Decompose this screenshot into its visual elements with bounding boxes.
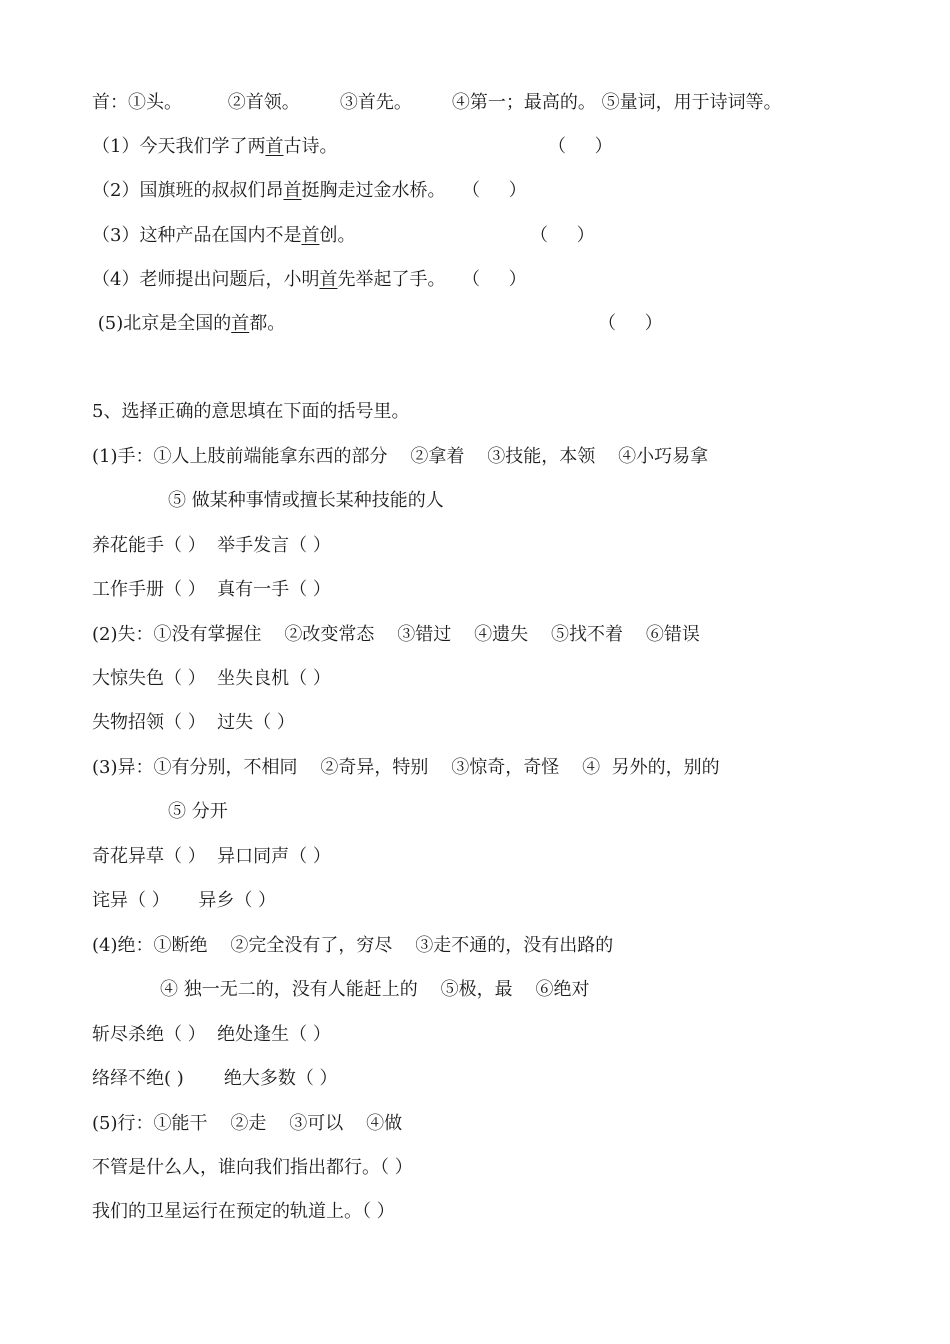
- definition-line: (3)异：①有分别，不相同 ②奇异，特别 ③惊奇，奇怪 ④ 另外的，别的: [92, 757, 720, 778]
- exercise-line: 失物招领（ ） 过失（ ）: [92, 712, 295, 733]
- definition-line: (1)手：①人上肢前端能拿东西的部分 ②拿着 ③技能，本领 ④小巧易拿: [92, 446, 709, 467]
- exercise-line: 工作手册（ ） 真有一手（ ）: [92, 579, 331, 600]
- answer-paren[interactable]: （ ）: [462, 180, 527, 201]
- definition-line: (2)失：①没有掌握住 ②改变常态 ③错过 ④遗失 ⑤找不着 ⑥错误: [92, 624, 700, 645]
- exercise-line: 诧异（ ） 异乡（ ）: [92, 890, 277, 911]
- answer-paren[interactable]: （ ）: [598, 313, 663, 334]
- q5-title: 5、选择正确的意思填在下面的括号里。: [92, 401, 410, 422]
- definition-line: (5)行：①能干 ②走 ③可以 ④做: [92, 1113, 403, 1134]
- shou-item-5: (5)北京是全国的首都。: [92, 313, 286, 334]
- answer-paren[interactable]: （ ）: [548, 136, 613, 157]
- definition-line: ⑤ 做某种事情或擅长某种技能的人: [168, 490, 444, 511]
- exercise-line: 奇花异草（ ） 异口同声（ ）: [92, 846, 331, 867]
- exercise-line: 不管是什么人，谁向我们指出都行。（ ）: [92, 1157, 413, 1178]
- exercise-line: 我们的卫星运行在预定的轨道上。（ ）: [92, 1201, 395, 1222]
- exercise-line: 大惊失色（ ） 坐失良机（ ）: [92, 668, 331, 689]
- definition-line: ⑤ 分开: [168, 801, 228, 822]
- exercise-line: 养花能手（ ） 举手发言（ ）: [92, 535, 331, 556]
- answer-paren[interactable]: （ ）: [462, 269, 527, 290]
- answer-paren[interactable]: （ ）: [530, 225, 595, 246]
- shou-item-3: （3）这种产品在国内不是首创。: [92, 225, 356, 246]
- shou-item-4: （4）老师提出问题后，小明首先举起了手。: [92, 269, 446, 290]
- definition-line: ④ 独一无二的，没有人能赶上的 ⑤极，最 ⑥绝对: [160, 979, 590, 1000]
- shou-definition: 首：①头。 ②首领。 ③首先。 ④第一；最高的。 ⑤量词，用于诗词等。: [92, 92, 782, 113]
- exercise-line: 斩尽杀绝（ ） 绝处逢生（ ）: [92, 1024, 331, 1045]
- definition-line: (4)绝：①断绝 ②完全没有了，穷尽 ③走不通的，没有出路的: [92, 935, 614, 956]
- shou-item-1: （1）今天我们学了两首古诗。: [92, 136, 338, 157]
- shou-item-2: （2）国旗班的叔叔们昂首挺胸走过金水桥。: [92, 180, 446, 201]
- exercise-line: 络绎不绝( ) 绝大多数（ ）: [92, 1068, 338, 1089]
